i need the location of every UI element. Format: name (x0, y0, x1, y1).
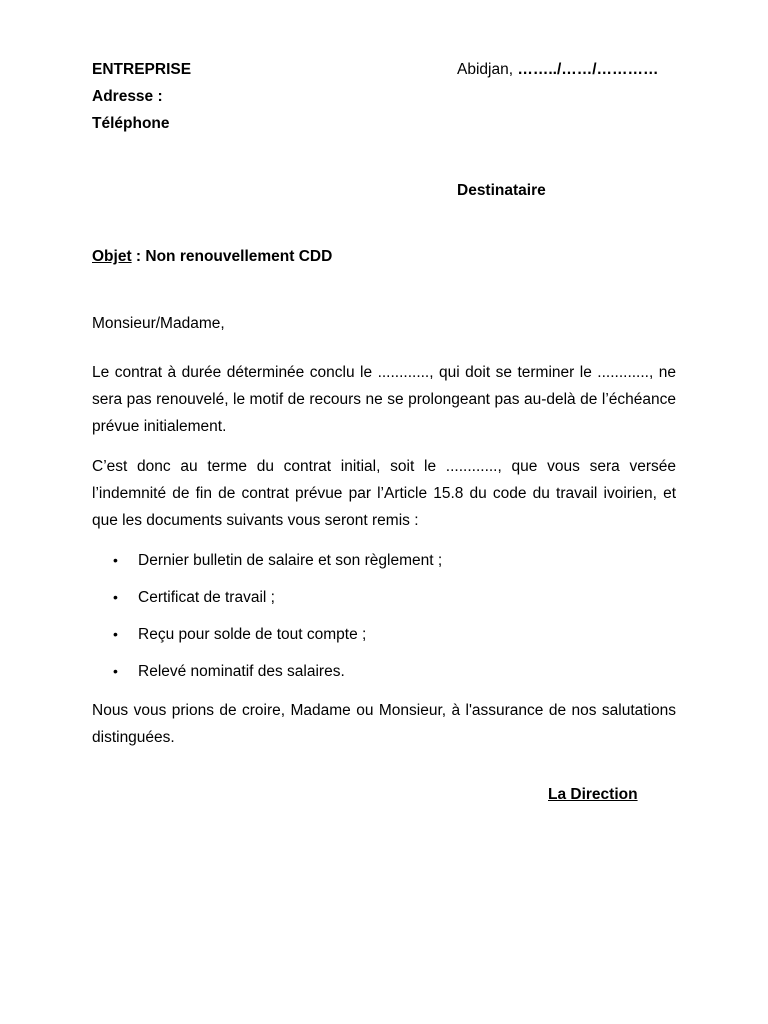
body-paragraph-2: C’est donc au terme du contrat initial, soit le ............, que vous sera versée l’indemnité de fin de contrat prévue par l’Article 15.8 du code du travail ivoirien, et que les documents suivants vous seront remis : (92, 458, 676, 529)
closing-paragraph: Nous vous prions de croire, Madame ou Monsieur, à l'assurance de nos salutations distinguées. (92, 702, 676, 746)
list-item: Certificat de travail ; (138, 589, 275, 606)
address-label: Adresse : (92, 88, 163, 105)
subject-line (92, 248, 332, 266)
subject-text: : Non renouvellement CDD (131, 248, 333, 265)
bullet-marker: • (113, 663, 118, 679)
bullet-marker: • (113, 626, 118, 642)
phone-label: Téléphone (92, 115, 170, 132)
bullet-marker: • (113, 552, 118, 568)
list-item: Reçu pour solde de tout compte ; (138, 626, 367, 643)
body-paragraph-1: Le contrat à durée déterminée conclu le ............, qui doit se terminer le ............, ne sera pas renouvelé, le motif de recours ne se prolongeant pas au-delà de l’échéance prévue initialement. (92, 364, 676, 435)
date-blank: ……../……/………… (517, 61, 659, 78)
bullet-marker: • (113, 589, 118, 605)
list-item: Relevé nominatif des salaires. (138, 663, 345, 680)
list-item: Dernier bulletin de salaire et son règlement ; (138, 552, 443, 569)
recipient: Destinataire (457, 182, 546, 199)
place-date-prefix: Abidjan, (457, 61, 518, 78)
company-name: ENTREPRISE (92, 61, 192, 78)
place-date (457, 61, 659, 79)
subject-label: Objet (92, 248, 132, 265)
salutation: Monsieur/Madame, (92, 315, 225, 332)
signature: La Direction (548, 786, 638, 803)
